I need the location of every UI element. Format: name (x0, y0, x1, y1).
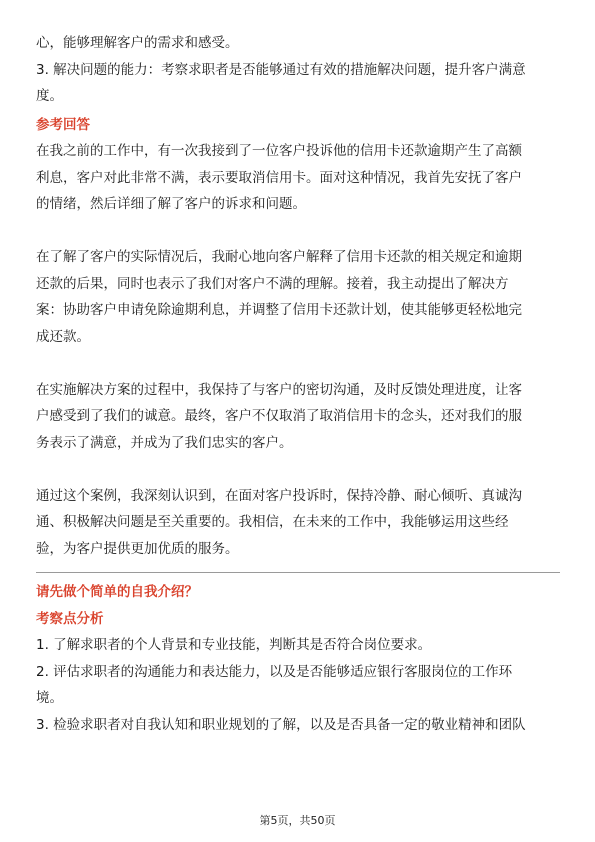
answer-line: 利息，客户对此非常不满，表示要取消信用卡。面对这种情况，我首先安抚了客户 (36, 169, 522, 186)
answer-paragraph (36, 244, 560, 350)
answer-line: 务表示了满意，并成为了我们忠实的客户。 (36, 434, 293, 451)
question-title: 请先做个简单的自我介绍？ (36, 584, 198, 600)
answer-line: 户感受到了我们的诚意。最终，客户不仅取消了取消信用卡的念头，还对我们的服 (36, 408, 522, 424)
answer-line: 在实施解决方案的过程中，我保持了与客户的密切沟通，及时反馈处理进度，让客 (36, 381, 522, 398)
intro-line: 心，能够理解客户的需求和感受。 (36, 35, 239, 51)
intro-block (36, 30, 560, 110)
analysis-line: 1. 了解求职者的个人背景和专业技能，判断其是否符合岗位要求。 (36, 637, 432, 653)
answer-paragraph (36, 377, 560, 457)
analysis-list (36, 632, 560, 738)
analysis-line: 境。 (36, 690, 63, 706)
answer-line: 的情绪，然后详细了解了客户的诉求和问题。 (36, 196, 306, 212)
analysis-heading: 考察点分析 (36, 610, 104, 627)
answer-paragraph (36, 483, 560, 563)
answer-line: 案：协助客户申请免除逾期利息，并调整了信用卡还款计划，使其能够更轻松地完 (36, 302, 522, 318)
document-page (36, 30, 560, 738)
analysis-line: 3. 检验求职者对自我认知和职业规划的了解，以及是否具备一定的敬业精神和团队 (36, 716, 526, 733)
answer-line: 在了解了客户的实际情况后，我耐心地向客户解释了信用卡还款的相关规定和逾期 (36, 249, 522, 265)
answer-line: 验，为客户提供更加优质的服务。 (36, 540, 239, 557)
intro-line: 3. 解决问题的能力：考察求职者是否能够通过有效的措施解决问题，提升客户满意 (36, 61, 526, 78)
section-divider (36, 572, 560, 573)
answer-line: 还款的后果，同时也表示了我们对客户不满的理解。接着，我主动提出了解决方 (36, 275, 509, 292)
answer-line: 在我之前的工作中，有一次我接到了一位客户投诉他的信用卡还款逾期产生了高额 (36, 143, 522, 159)
answer-heading: 参考回答 (36, 116, 90, 133)
answer-line: 成还款。 (36, 328, 90, 345)
page-footer: 第5页，共50页 (259, 814, 336, 827)
intro-line: 度。 (36, 88, 63, 104)
answer-paragraph (36, 138, 560, 218)
answer-line: 通过这个案例，我深刻认识到，在面对客户投诉时，保持冷静、耐心倾听、真诚沟 (36, 487, 522, 504)
analysis-line: 2. 评估求职者的沟通能力和表达能力，以及是否能够适应银行客服岗位的工作环 (36, 663, 513, 680)
answer-line: 通、积极解决问题是至关重要的。我相信，在未来的工作中，我能够运用这些经 (36, 514, 509, 530)
